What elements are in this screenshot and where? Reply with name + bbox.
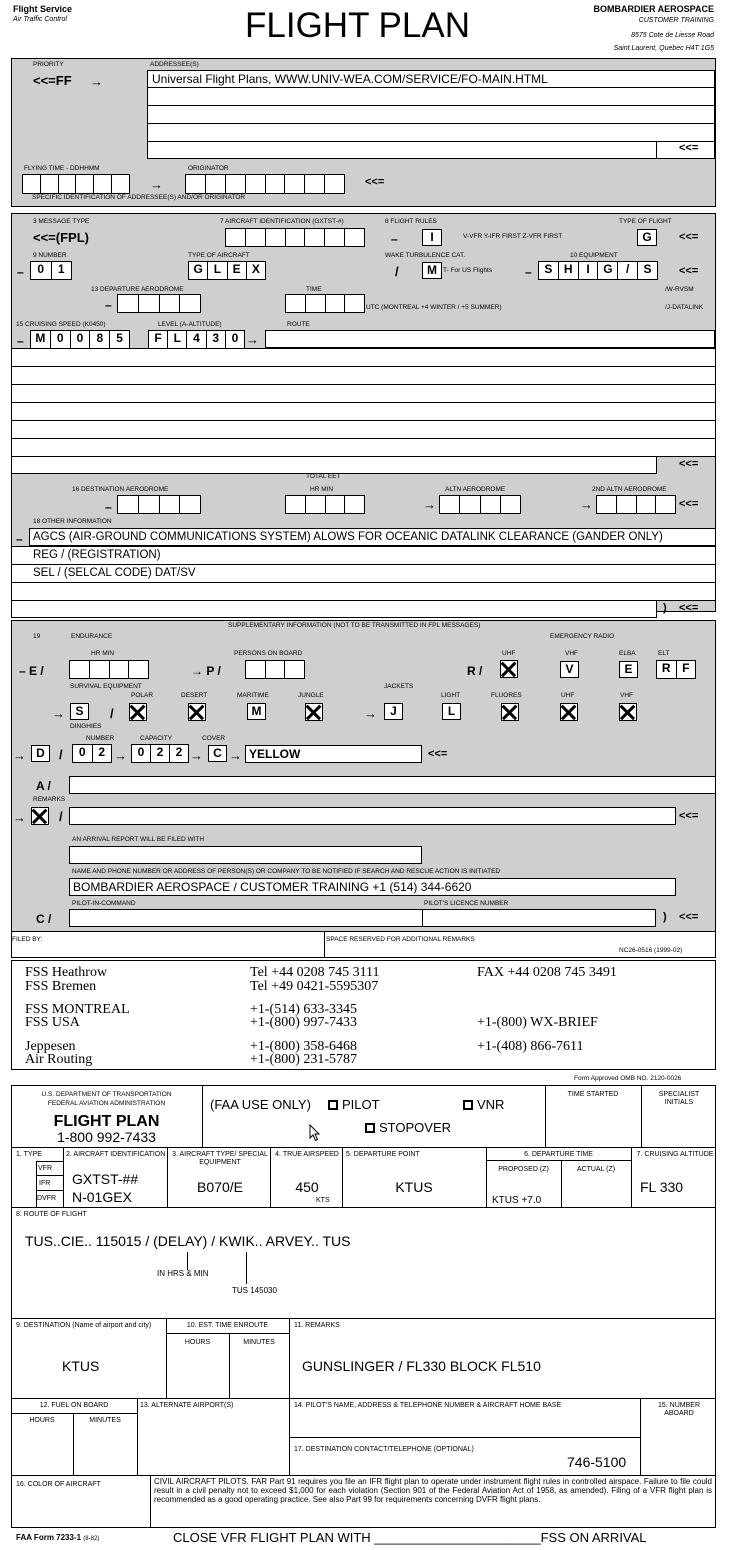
priority-arrow: → [90, 74, 103, 89]
space-reserved-label: SPACE RESERVED FOR ADDITIONAL REMARKS [326, 936, 475, 943]
originator-cells[interactable] [185, 174, 345, 194]
faa-dept-2: FEDERAL AVIATION ADMINISTRATION [47, 1100, 166, 1107]
company-line-3: Saint Laurent, Quebec H4T 1G5 [613, 45, 714, 52]
capacity-cells[interactable]: 0 2 2 [131, 744, 189, 763]
dest-cells[interactable] [117, 495, 201, 514]
msg-type-label: 3 MESSAGE TYPE [33, 218, 90, 225]
hours-label: HOURS [184, 1339, 211, 1346]
colour-value[interactable]: YELLOW [245, 745, 422, 763]
other-paren: ) [663, 602, 667, 614]
actual-label: ACTUAL (Z) [576, 1166, 616, 1173]
altn-cells[interactable] [439, 495, 521, 514]
proposed-time[interactable]: KTUS +7.0 [492, 1195, 542, 1206]
dvfr-label: DVFR [37, 1195, 57, 1202]
pic-line[interactable] [69, 909, 656, 927]
vhf-value[interactable]: V [560, 661, 579, 678]
other-2: REG / (REGISTRATION) [33, 549, 161, 561]
minutes-label: MINUTES [243, 1339, 275, 1346]
fuel-minutes-label: MINUTES [89, 1417, 121, 1424]
dest-dash: – [105, 500, 112, 514]
contact-extra-0: FAX +44 0208 745 3491 [477, 965, 617, 980]
dep-label: 13 DEPARTURE AERODROME [91, 286, 184, 293]
dinghies-label: DINGHIES [70, 723, 102, 730]
aircraft-type[interactable]: B070/E [197, 1179, 243, 1195]
acid-cells[interactable] [225, 228, 365, 247]
cover-arrow: → [190, 748, 203, 763]
altn2-arrow: → [580, 497, 593, 512]
number-label: 9 NUMBER [33, 252, 67, 259]
rules-dash: – [391, 232, 398, 246]
rules-note: V-VFR Y-IFR FIRST Z-VFR FIRST [463, 233, 563, 240]
faa-phone: 1-800 992-7433 [57, 1129, 156, 1145]
vhf-cross-2[interactable] [619, 703, 637, 721]
route-line-6[interactable] [11, 438, 716, 457]
e-label: – E / [19, 664, 44, 678]
specific-label: SPECIFIC IDENTIFICATION OF ADDRESSEE(S) AND/OR ORIGINATOR [32, 194, 246, 201]
wake-label: WAKE TURBULENCE CAT. [385, 252, 466, 259]
aircraft-colour-line[interactable] [69, 776, 716, 794]
equip-dash: – [525, 265, 532, 279]
equip-label: 10 EQUIPMENT [570, 252, 618, 259]
time-started-label: TIME STARTED [567, 1091, 619, 1098]
survival-slash: / [110, 706, 114, 721]
aircraft-reg[interactable]: N-01GEX [72, 1189, 132, 1205]
remarks-cross[interactable] [31, 807, 49, 825]
vhf-label-1: VHF [565, 650, 578, 657]
a-label: A / [36, 779, 51, 793]
filing-time-label: FLYING TIME - DDHHMM [24, 165, 100, 172]
number-dash: – [17, 265, 24, 279]
eet-cells[interactable] [285, 495, 365, 514]
other-end: <<= [679, 602, 699, 614]
company-name: BOMBARDIER AEROSPACE [593, 4, 714, 14]
elba-label: ELBA [619, 650, 636, 657]
altn2-cells[interactable] [596, 495, 676, 514]
f10-label: 10. EST. TIME ENROUTE [186, 1322, 269, 1329]
dinghies-value[interactable]: D [31, 745, 50, 762]
contact-extra-3: +1-(800) WX-BRIEF [477, 1015, 598, 1030]
f5-label: 5. DEPARTURE POINT [346, 1151, 420, 1158]
proposed-label: PROPOSED (Z) [498, 1166, 549, 1173]
originator-end: <<= [365, 176, 385, 188]
route-line-4[interactable] [11, 402, 716, 421]
remarks-arrow: → [13, 810, 26, 825]
route-end: <<= [679, 458, 699, 470]
filing-time-cells[interactable] [22, 174, 130, 194]
contact-tel-2: +1-(514) 633-3345 [250, 1002, 358, 1017]
polar-cross[interactable] [129, 703, 147, 721]
contact-name-3: FSS USA [25, 1015, 80, 1030]
dnumber-label: NUMBER [86, 735, 115, 742]
fluores-cross[interactable] [501, 703, 519, 721]
mouse-cursor-icon [309, 1124, 321, 1147]
dinghies-end: <<= [428, 748, 448, 760]
equip-end: <<= [679, 265, 699, 277]
contact-tel-1: Tel +49 0421-5595307 [250, 979, 379, 994]
route-label: ROUTE [287, 321, 310, 328]
datalink-note: /J-DATALINK [665, 304, 704, 311]
survival-value[interactable]: S [70, 703, 89, 720]
faa-title: FLIGHT PLAN [53, 1113, 160, 1130]
notify-value[interactable]: BOMBARDIER AEROSPACE / CUSTOMER TRAINING +1 (514) 344-6620 [69, 878, 676, 896]
maritime-value[interactable]: M [247, 703, 266, 720]
f14-label: 14. PILOT'S NAME, ADDRESS & TELEPHONE NUMBER & AIRCRAFT HOME BASE [294, 1402, 562, 1409]
f7-label: 7. CRUISING ALTITUDE [636, 1151, 714, 1158]
jackets-label: JACKETS [384, 683, 414, 690]
dep-cells[interactable] [117, 294, 201, 313]
form-approved: Form Approved OMB NO. 2120-0026 [574, 1075, 682, 1082]
stopover-checkbox[interactable] [365, 1123, 375, 1133]
vnr-check[interactable]: VNR [463, 1098, 504, 1111]
route-note-1: IN HRS & MIN [157, 1269, 209, 1278]
polar-label: POLAR [131, 692, 154, 699]
f11-label: 11. REMARKS [294, 1322, 340, 1329]
pilot-check[interactable]: PILOT [328, 1098, 380, 1111]
time-cells[interactable] [285, 294, 365, 313]
altn-arrow: → [423, 497, 436, 512]
fluores-label: FLUORES [491, 692, 522, 699]
cover-label: COVER [202, 735, 226, 742]
other-line-5[interactable] [11, 600, 657, 618]
level-arrow: → [246, 332, 259, 347]
speed-label: 15 CRUISING SPEED (K0450) [16, 321, 106, 328]
faa-use-only: (FAA USE ONLY) [210, 1097, 311, 1112]
desert-label: DESERT [181, 692, 208, 699]
f6-label: 6. DEPARTURE TIME [524, 1151, 593, 1158]
destination[interactable]: KTUS [62, 1358, 100, 1374]
item19-label: 19 [33, 633, 41, 640]
eet-label: TOTAL EET [306, 473, 341, 480]
f12-label: 12. FUEL ON BOARD [39, 1402, 109, 1409]
faa-form-id: FAA Form 7233-1 (8-82) [16, 1533, 100, 1542]
type-flight-end: <<= [679, 231, 699, 243]
light-label: LIGHT [441, 692, 461, 699]
jungle-cross[interactable] [305, 703, 323, 721]
arrival-line[interactable] [69, 846, 422, 864]
pic-end: <<= [679, 911, 699, 923]
specialist-label: SPECIALIST INITIALS [658, 1091, 700, 1106]
contact-tel-4: +1-(800) 358-6468 [250, 1039, 358, 1054]
dinghies-arrow: → [13, 748, 26, 763]
f4-label: 4. TRUE AIRSPEED [275, 1151, 339, 1158]
f13-label: 13. ALTERNATE AIRPORT(S) [140, 1402, 234, 1409]
contact-tel-3: +1-(800) 997-7433 [250, 1015, 358, 1030]
elt-cells[interactable]: R F [656, 660, 696, 679]
supp-label: SUPPLEMENTARY INFORMATION (NOT TO BE TRANSMITTED IN FPL MESSAGES) [228, 622, 481, 629]
addressee-1[interactable]: Universal Flight Plans, WWW.UNIV-WEA.COM/SERVICE/FO-MAIN.HTML [152, 72, 548, 86]
altn-label: ALTN AERODROME [445, 486, 506, 493]
close-vfr-note: CLOSE VFR FLIGHT PLAN WITH _______________________FSS ON ARRIVAL [173, 1530, 647, 1545]
endurance-cells[interactable] [69, 660, 149, 679]
priority-value: <<=FF [33, 73, 72, 88]
pic-paren: ) [663, 911, 667, 923]
remarks-line[interactable] [69, 807, 676, 825]
maritime-label: MARITIME [237, 692, 269, 699]
equip-cells[interactable]: S H I G / S [538, 261, 658, 280]
other-line-4[interactable] [11, 582, 716, 601]
pob-cells[interactable] [245, 660, 305, 679]
rules-value[interactable]: I [422, 229, 442, 246]
pic-label: PILOT-IN-COMMAND [72, 900, 136, 907]
other-label: 18 OTHER INFORMATION [33, 518, 112, 525]
kts-label: KTS [316, 1197, 330, 1204]
other-3: SEL / (SELCAL CODE) DAT/SV [33, 567, 196, 579]
emergency-label: EMERGENCY RADIO [550, 633, 615, 640]
f9-label: 9. DESTINATION (Name of airport and city) [16, 1322, 152, 1329]
survival-arrow: → [52, 706, 65, 721]
company-line-1: CUSTOMER TRAINING [638, 17, 714, 24]
vfr-label: VFR [38, 1165, 52, 1172]
route-line-1[interactable] [11, 348, 716, 367]
licence-label: PILOT'S LICENCE NUMBER [424, 900, 509, 907]
pob-label: PERSONS ON BOARD [234, 650, 303, 657]
time-label: TIME [306, 286, 322, 293]
capacity-label: CAPACITY [140, 735, 173, 742]
light-value[interactable]: L [442, 703, 461, 720]
f2-label: 2. AIRCRAFT IDENTIFICATION [66, 1151, 166, 1158]
priority-label: PRIORITY [33, 61, 64, 68]
f1-label: 1. TYPE [16, 1151, 42, 1158]
filing-arrow: → [150, 177, 163, 192]
aircraft-id[interactable]: GXTST-## [72, 1171, 139, 1187]
fuel-hours-label: HOURS [29, 1417, 55, 1424]
remarks-end: <<= [679, 810, 699, 822]
addressees-label: ADDRESSEE(S) [150, 61, 199, 68]
other-1: AGCS (AIR-GROUND COMMUNICATIONS SYSTEM) ALOWS FOR OCEANIC DATALINK CLEARANCE (GANDER ONLY) [33, 531, 663, 543]
jackets-value[interactable]: J [384, 703, 403, 720]
r-label: R / [467, 664, 483, 678]
remarks[interactable]: GUNSLINGER / FL330 BLOCK FL510 [302, 1358, 541, 1374]
f15-label: 15. NUMBER ABOARD [657, 1402, 700, 1417]
type-flight-value[interactable]: G [637, 229, 657, 246]
contact-extra-4: +1-(408) 866-7611 [477, 1039, 584, 1054]
dest-label: 16 DESTINATION AERODROME [72, 486, 169, 493]
other-dash: – [16, 532, 23, 546]
cruising-altitude[interactable]: FL 330 [640, 1179, 684, 1195]
route-line-0[interactable] [265, 330, 715, 348]
route-line-5[interactable] [11, 420, 716, 439]
faa-dept-1: U.S. DEPARTMENT OF TRANSPORTATION [41, 1091, 172, 1098]
speed-dash: – [17, 334, 24, 348]
uhf-cross-1[interactable] [500, 660, 518, 678]
filed-by-label: FILED BY: [12, 936, 43, 943]
end-mark: <<= [679, 142, 699, 154]
route-line-2[interactable] [11, 366, 716, 385]
uhf-label-1: UHF [502, 650, 516, 657]
remarks-slash: / [59, 809, 63, 824]
wake-value[interactable]: M [422, 262, 442, 279]
c-label: C / [36, 912, 52, 926]
wake-slash: / [395, 264, 399, 279]
eet-sub: HR MIN [310, 486, 334, 493]
ac-type-cells[interactable]: G L E X [188, 261, 266, 280]
contact-name-2: FSS MONTREAL [25, 1002, 130, 1017]
f8-label: 8. ROUTE OF FLIGHT [16, 1211, 87, 1218]
hrmin-label: HR MIN [91, 650, 115, 657]
altn2-label: 2ND ALTN AERODROME [592, 486, 667, 493]
ifr-label: IFR [39, 1180, 51, 1187]
contact-name-1: FSS Bremen [25, 979, 97, 994]
uhf-label-2: UHF [561, 692, 575, 699]
remarks-label: REMARKS [33, 796, 66, 803]
civil-notice: CIVIL AIRCRAFT PILOTS. FAR Part 91 requires you file an IFR flight plan to operate under instrument flight rules in controlled airspace. Failure to file could result in a civil penalty not to exceed $1,000 for each violation (Section 901 of the Federal Aviation Act of 1958, as amended). Filing of a VFR flight plan is recommended as a good operating practice. See also Part 99 for requirements concerning DVFR flight plans. [154, 1477, 712, 1504]
contact-name-0: FSS Heathrow [25, 965, 108, 980]
form-title: FLIGHT PLAN [245, 6, 470, 45]
company-line-2: 8575 Cote de Liesse Road [631, 32, 714, 39]
service-subtitle: Air Traffic Control [13, 16, 67, 23]
pilot-checkbox[interactable] [328, 1100, 338, 1110]
f17-label: 17. DESTINATION CONTACT/TELEPHONE (OPTIONAL) [294, 1446, 474, 1453]
msg-type-value: <<=(FPL) [33, 230, 89, 245]
capacity-arrow: → [114, 748, 127, 763]
vnr-checkbox[interactable] [463, 1100, 473, 1110]
utc-note: UTC (MONTREAL +4 WINTER / +5 SUMMER) [366, 304, 502, 311]
p-label: → P / [191, 664, 221, 678]
uhf-cross-2[interactable] [560, 703, 578, 721]
departure-point[interactable]: KTUS [395, 1179, 433, 1195]
number-cells[interactable]: 0 1 [30, 261, 72, 280]
true-airspeed[interactable]: 450 [295, 1179, 319, 1195]
ac-type-label: TYPE OF AIRCRAFT [188, 252, 250, 259]
contact-name-4: Jeppesen [25, 1039, 76, 1054]
form-number: NC26-0516 (1999-02) [619, 947, 683, 954]
stopover-check[interactable]: STOPOVER [365, 1121, 451, 1134]
jungle-label: JUNGLE [298, 692, 324, 699]
contact-tel-0: Tel +44 0208 745 3111 [250, 965, 380, 980]
route-line-3[interactable] [11, 384, 716, 403]
originator-label: ORIGINATOR [188, 165, 229, 172]
arrival-label: AN ARRIVAL REPORT WILL BE FILED WITH [72, 836, 205, 843]
speed-cells[interactable]: M 0 0 8 5 [30, 330, 130, 349]
altn2-end: <<= [679, 498, 699, 510]
service-title: Flight Service [13, 4, 73, 14]
elt-label: ELT [658, 650, 670, 657]
dnumber-cells[interactable]: 0 2 [72, 744, 112, 763]
elba-value[interactable]: E [619, 661, 638, 678]
dep-dash: – [105, 298, 112, 312]
rvsm-note: /W-RVSM [665, 286, 694, 293]
f3-label: 3. AIRCRAFT TYPE/ SPECIAL EQUIPMENT [172, 1151, 268, 1166]
cover-value[interactable]: C [208, 745, 227, 762]
level-label: LEVEL (A-ALTITUDE) [158, 321, 222, 328]
vhf-label-2: VHF [620, 692, 633, 699]
endurance-label: ENDURANCE [71, 633, 113, 640]
notify-label: NAME AND PHONE NUMBER OR ADDRESS OF PERSON(S) OR COMPANY TO BE NOTIFIED IF SEARCH AND RESCUE ACTION IS INITIATED [72, 868, 501, 875]
route-note-2: TUS 145030 [232, 1286, 277, 1295]
contact-name-5: Air Routing [25, 1052, 93, 1067]
colour-arrow: → [229, 748, 242, 763]
wake-note: T- For US Flights [443, 267, 493, 274]
level-cells[interactable]: F L 4 3 0 [148, 330, 245, 349]
survival-label: SURVIVAL EQUIPMENT [70, 683, 142, 690]
jackets-arrow: → [364, 706, 377, 721]
destination-contact[interactable]: 746-5100 [567, 1454, 627, 1470]
f16-label: 16. COLOR OF AIRCRAFT [16, 1481, 101, 1488]
acid-label: 7 AIRCRAFT IDENTIFICATION (GXTST-#) [220, 218, 344, 225]
route-of-flight[interactable]: TUS..CIE.. 115015 / (DELAY) / KWIK.. ARVEY.. TUS [25, 1233, 351, 1249]
type-flight-label: TYPE OF FLIGHT [619, 218, 672, 225]
rules-label: 8 FLIGHT RULES [385, 218, 437, 225]
desert-cross[interactable] [188, 703, 206, 721]
route-line-7[interactable] [11, 456, 657, 474]
contact-tel-5: +1-(800) 231-5787 [250, 1052, 358, 1067]
dinghies-slash: / [59, 747, 63, 762]
